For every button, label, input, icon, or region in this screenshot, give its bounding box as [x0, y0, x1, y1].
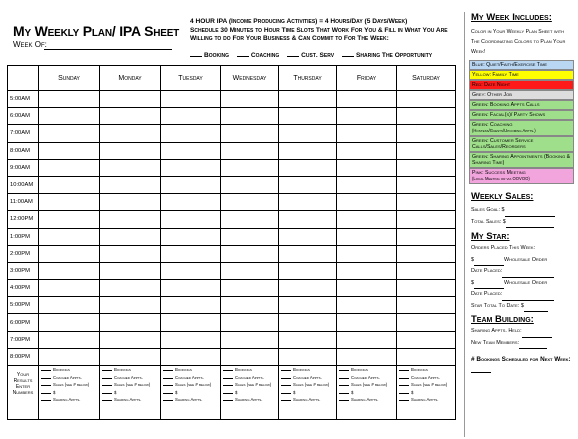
schedule-slot[interactable] [100, 331, 161, 348]
results-cell[interactable] [161, 366, 221, 420]
schedule-slot[interactable] [39, 125, 100, 142]
schedule-slot[interactable] [279, 159, 337, 176]
schedule-slot[interactable] [279, 262, 337, 279]
schedule-slot[interactable] [337, 280, 397, 297]
schedule-slot[interactable] [100, 159, 161, 176]
result-line[interactable]: Sales (see # below) [279, 381, 336, 389]
sharing-held-field[interactable]: Sharing Appts. Held: [471, 326, 575, 338]
results-cell[interactable] [39, 366, 100, 420]
schedule-slot[interactable] [39, 331, 100, 348]
schedule-slot[interactable] [161, 91, 221, 108]
time-row [8, 314, 456, 331]
schedule-slot[interactable] [337, 159, 397, 176]
result-line[interactable]: Sales (see # below) [161, 381, 220, 389]
time-label: 12:00PM [8, 211, 39, 228]
schedule-slot[interactable] [39, 228, 100, 245]
color-legend [469, 60, 575, 184]
time-label: 8:00AM [8, 142, 39, 159]
result-line[interactable]: Coached Appts. [279, 374, 336, 382]
schedule-slot[interactable] [100, 297, 161, 314]
time-label: 11:00AM [8, 194, 39, 211]
time-row [8, 91, 456, 108]
result-line[interactable]: $ [397, 389, 455, 397]
results-cell[interactable] [279, 366, 337, 420]
legend-item: Yellow: Family Time [469, 70, 574, 80]
time-row [8, 211, 456, 228]
schedule-slot[interactable] [221, 211, 279, 228]
category-checklist [190, 52, 438, 59]
time-label: 7:00PM [8, 331, 39, 348]
schedule-slot[interactable] [279, 125, 337, 142]
schedule-slot[interactable] [39, 245, 100, 262]
category-sharing[interactable]: Sharing The Opportunity [342, 52, 432, 59]
schedule-slot[interactable] [39, 297, 100, 314]
schedule-slot[interactable] [337, 331, 397, 348]
result-line[interactable]: Coached Appts. [100, 374, 160, 382]
schedule-slot[interactable] [279, 228, 337, 245]
results-cell[interactable] [397, 366, 456, 420]
schedule-slot[interactable] [397, 331, 456, 348]
results-label: Your Results Enter Numbers [12, 372, 34, 396]
schedule-slot[interactable] [161, 262, 221, 279]
schedule-slot[interactable] [161, 108, 221, 125]
schedule-slot[interactable] [337, 176, 397, 193]
schedule-slot[interactable] [221, 280, 279, 297]
schedule-slot[interactable] [337, 91, 397, 108]
schedule-slot[interactable] [39, 348, 100, 365]
schedule-slot[interactable] [100, 280, 161, 297]
schedule-slot[interactable] [279, 280, 337, 297]
schedule-slot[interactable] [161, 159, 221, 176]
schedule-slot[interactable] [397, 91, 456, 108]
result-line[interactable]: Sharing Appts. [161, 396, 220, 404]
day-header: Friday [337, 66, 397, 91]
legend-item: Pink: Success Meeting (Local Meeting or via OOVOO) [469, 168, 574, 184]
result-line[interactable]: Sales (see # below) [100, 381, 160, 389]
schedule-slot[interactable] [337, 125, 397, 142]
schedule-slot[interactable] [161, 194, 221, 211]
day-header: Wednesday [221, 66, 279, 91]
result-line[interactable]: $ [221, 389, 278, 397]
result-line[interactable]: Coached Appts. [337, 374, 396, 382]
time-row [8, 194, 456, 211]
date-placed-1[interactable]: Date Placed: [471, 266, 575, 278]
result-line[interactable]: Sales (see # below) [39, 381, 99, 389]
result-line[interactable]: Bookings [161, 366, 220, 374]
time-label: 6:00PM [8, 314, 39, 331]
schedule-slot[interactable] [100, 142, 161, 159]
time-label: 8:00PM [8, 348, 39, 365]
schedule-slot[interactable] [221, 297, 279, 314]
time-label: 10:00AM [8, 176, 39, 193]
schedule-slot[interactable] [39, 91, 100, 108]
weekly-schedule-grid [7, 65, 456, 420]
schedule-slot[interactable] [337, 262, 397, 279]
results-cell[interactable] [100, 366, 161, 420]
schedule-slot[interactable] [397, 176, 456, 193]
schedule-slot[interactable] [100, 125, 161, 142]
schedule-slot[interactable] [221, 194, 279, 211]
results-cell[interactable] [337, 366, 397, 420]
bookings-next-week-field[interactable]: # Bookings Scheduled for Next Week: [471, 355, 571, 373]
schedule-slot[interactable] [337, 194, 397, 211]
schedule-slot[interactable] [39, 262, 100, 279]
schedule-slot[interactable] [279, 314, 337, 331]
result-line[interactable]: $ [100, 389, 160, 397]
corner-cell [8, 66, 39, 91]
my-star-heading: My Star: [471, 231, 510, 242]
week-of-label: Week Of: [13, 40, 47, 49]
wholesale-order-1[interactable]: $ Wholesale Order [471, 255, 575, 267]
schedule-slot[interactable] [279, 297, 337, 314]
schedule-slot[interactable] [161, 142, 221, 159]
schedule-slot[interactable] [397, 245, 456, 262]
result-line[interactable]: Sales (see # below) [221, 381, 278, 389]
schedule-slot[interactable] [221, 91, 279, 108]
category-booking[interactable]: Booking [190, 52, 229, 59]
result-line[interactable]: Bookings [221, 366, 278, 374]
date-placed-2[interactable]: Date Placed: [471, 289, 575, 301]
schedule-slot[interactable] [221, 125, 279, 142]
day-header-row [8, 66, 456, 91]
new-members-field[interactable]: New Team Members: [471, 338, 575, 350]
ipa-line-1: 4 HOUR IPA (Income Producing Activities) = 4 Hours/Day (5 Days/Week) [190, 18, 408, 25]
schedule-slot[interactable] [337, 348, 397, 365]
schedule-slot[interactable] [397, 108, 456, 125]
week-includes-heading: My Week Includes: [471, 12, 552, 23]
time-row [8, 125, 456, 142]
schedule-slot[interactable] [279, 91, 337, 108]
category-cust-serv[interactable]: Cust. Serv [287, 52, 334, 59]
result-line[interactable]: Sharing Appts. [100, 396, 160, 404]
schedule-slot[interactable] [337, 297, 397, 314]
schedule-slot[interactable] [161, 228, 221, 245]
schedule-slot[interactable] [397, 211, 456, 228]
result-line[interactable]: Coached Appts. [221, 374, 278, 382]
day-header: Sunday [39, 66, 100, 91]
total-sales-field[interactable]: Total Sales: $ [471, 217, 575, 229]
result-line[interactable]: Coached Appts. [39, 374, 99, 382]
schedule-slot[interactable] [39, 108, 100, 125]
schedule-slot[interactable] [161, 280, 221, 297]
result-line[interactable]: Sharing Appts. [279, 396, 336, 404]
schedule-slot[interactable] [279, 245, 337, 262]
schedule-slot[interactable] [397, 314, 456, 331]
schedule-slot[interactable] [397, 142, 456, 159]
team-building-heading: Team Building: [471, 314, 534, 325]
day-header: Saturday [397, 66, 456, 91]
schedule-slot[interactable] [100, 108, 161, 125]
schedule-slot[interactable] [100, 245, 161, 262]
schedule-slot[interactable] [100, 348, 161, 365]
schedule-slot[interactable] [100, 194, 161, 211]
schedule-slot[interactable] [397, 194, 456, 211]
schedule-slot[interactable] [397, 297, 456, 314]
legend-item: Blue: Quiet/Faith/Exercise Time [469, 60, 574, 70]
legend-item: Grey: Other Job [469, 90, 574, 100]
result-line[interactable]: Sales (see # below) [337, 381, 396, 389]
schedule-slot[interactable] [279, 194, 337, 211]
schedule-slot[interactable] [337, 108, 397, 125]
schedule-slot[interactable] [221, 142, 279, 159]
schedule-slot[interactable] [397, 159, 456, 176]
result-line[interactable]: Sharing Appts. [221, 396, 278, 404]
schedule-slot[interactable] [221, 331, 279, 348]
time-label: 4:00PM [8, 280, 39, 297]
sidebar [464, 12, 575, 437]
result-line[interactable]: Sales (see # below) [397, 381, 455, 389]
schedule-slot[interactable] [397, 125, 456, 142]
schedule-slot[interactable] [221, 262, 279, 279]
time-row [8, 348, 456, 365]
schedule-slot[interactable] [161, 297, 221, 314]
time-row [8, 331, 456, 348]
schedule-slot[interactable] [221, 314, 279, 331]
schedule-slot[interactable] [161, 125, 221, 142]
legend-item: Red: Date Night [469, 80, 574, 90]
schedule-slot[interactable] [39, 314, 100, 331]
time-label: 9:00AM [8, 159, 39, 176]
schedule-slot[interactable] [39, 142, 100, 159]
star-total-field[interactable]: Star Total To Date: $ [471, 301, 575, 313]
day-header: Thursday [279, 66, 337, 91]
result-line[interactable]: Bookings [39, 366, 99, 374]
result-line[interactable]: Bookings [397, 366, 455, 374]
schedule-slot[interactable] [39, 280, 100, 297]
schedule-slot[interactable] [161, 348, 221, 365]
result-line[interactable]: Bookings [100, 366, 160, 374]
result-line[interactable]: Coached Appts. [397, 374, 455, 382]
time-label: 6:00AM [8, 108, 39, 125]
result-line[interactable]: Sharing Appts. [39, 396, 99, 404]
schedule-slot[interactable] [337, 228, 397, 245]
result-line[interactable]: $ [279, 389, 336, 397]
time-label: 5:00PM [8, 297, 39, 314]
time-row [8, 245, 456, 262]
schedule-slot[interactable] [397, 262, 456, 279]
schedule-slot[interactable] [279, 348, 337, 365]
schedule-slot[interactable] [337, 142, 397, 159]
time-row [8, 142, 456, 159]
schedule-slot[interactable] [397, 348, 456, 365]
results-row [8, 366, 456, 420]
orders-placed-label: Orders Placed This Week: [471, 245, 536, 251]
ipa-line-2: Schedule 30 Minutes to Hour Time Slots That Work For You & Fill in What You Are Willing to do For Your Business & Can Commit to For The Week: [190, 26, 448, 43]
time-row [8, 159, 456, 176]
results-cell[interactable] [221, 366, 279, 420]
results-label-cell [8, 366, 39, 420]
time-row [8, 262, 456, 279]
color-instructions: Color in Your Weekly Plan Sheet with The Coordinating Colors to Plan Your Week! [471, 29, 566, 55]
schedule-slot[interactable] [221, 159, 279, 176]
schedule-slot[interactable] [100, 91, 161, 108]
schedule-slot[interactable] [337, 314, 397, 331]
schedule-slot[interactable] [279, 211, 337, 228]
schedule-slot[interactable] [221, 176, 279, 193]
schedule-slot[interactable] [337, 245, 397, 262]
day-header: Monday [100, 66, 161, 91]
schedule-slot[interactable] [161, 176, 221, 193]
schedule-slot[interactable] [279, 108, 337, 125]
time-label: 7:00AM [8, 125, 39, 142]
week-of-field[interactable] [44, 49, 172, 50]
schedule-slot[interactable] [397, 228, 456, 245]
time-row [8, 280, 456, 297]
schedule-slot[interactable] [39, 211, 100, 228]
time-row [8, 228, 456, 245]
time-row [8, 176, 456, 193]
result-line[interactable]: $ [161, 389, 220, 397]
schedule-slot[interactable] [100, 211, 161, 228]
schedule-slot[interactable] [100, 314, 161, 331]
time-row [8, 108, 456, 125]
result-line[interactable]: Sharing Appts. [337, 396, 396, 404]
schedule-slot[interactable] [221, 228, 279, 245]
schedule-slot[interactable] [279, 142, 337, 159]
schedule-slot[interactable] [100, 176, 161, 193]
page-title: My Weekly Plan/ IPA Sheet [13, 23, 180, 39]
legend-item: Green: Coaching (Hostess/Guests/Upcoming Appts.) [469, 120, 574, 136]
legend-item: Green: Customer Service Calls/Sales/Reorders [469, 136, 574, 152]
time-label: 3:00PM [8, 262, 39, 279]
result-line[interactable]: $ [39, 389, 99, 397]
time-label: 5:00AM [8, 91, 39, 108]
schedule-slot[interactable] [279, 176, 337, 193]
result-line[interactable]: $ [337, 389, 396, 397]
time-label: 1:00PM [8, 228, 39, 245]
schedule-slot[interactable] [337, 211, 397, 228]
schedule-slot[interactable] [397, 280, 456, 297]
schedule-slot[interactable] [39, 159, 100, 176]
result-line[interactable]: Bookings [279, 366, 336, 374]
result-line[interactable]: Bookings [337, 366, 396, 374]
legend-item: Green: Booking Appts Calls [469, 100, 574, 110]
ipa-instructions [190, 18, 460, 44]
time-row [8, 297, 456, 314]
schedule-slot[interactable] [161, 331, 221, 348]
schedule-slot[interactable] [39, 176, 100, 193]
schedule-slot[interactable] [221, 108, 279, 125]
schedule-slot[interactable] [221, 348, 279, 365]
result-line[interactable]: Sharing Appts. [397, 396, 455, 404]
legend-item: Green: Sharing Appointments (Booking & Sharing Time) [469, 152, 574, 168]
schedule-slot[interactable] [161, 314, 221, 331]
time-label: 2:00PM [8, 245, 39, 262]
schedule-slot[interactable] [221, 245, 279, 262]
sales-goal-field[interactable]: Sales Goal: $ [471, 205, 575, 217]
category-coaching[interactable]: Coaching [237, 52, 279, 59]
day-header: Tuesday [161, 66, 221, 91]
schedule-slot[interactable] [100, 228, 161, 245]
schedule-slot[interactable] [100, 262, 161, 279]
schedule-slot[interactable] [161, 211, 221, 228]
schedule-slot[interactable] [279, 331, 337, 348]
schedule-slot[interactable] [161, 245, 221, 262]
legend-item: Green: Facial(s)/ Party Shows [469, 110, 574, 120]
wholesale-order-2[interactable]: $ Wholesale Order [471, 278, 575, 290]
result-line[interactable]: Coached Appts. [161, 374, 220, 382]
schedule-slot[interactable] [39, 194, 100, 211]
weekly-sales-heading: Weekly Sales: [471, 191, 534, 202]
